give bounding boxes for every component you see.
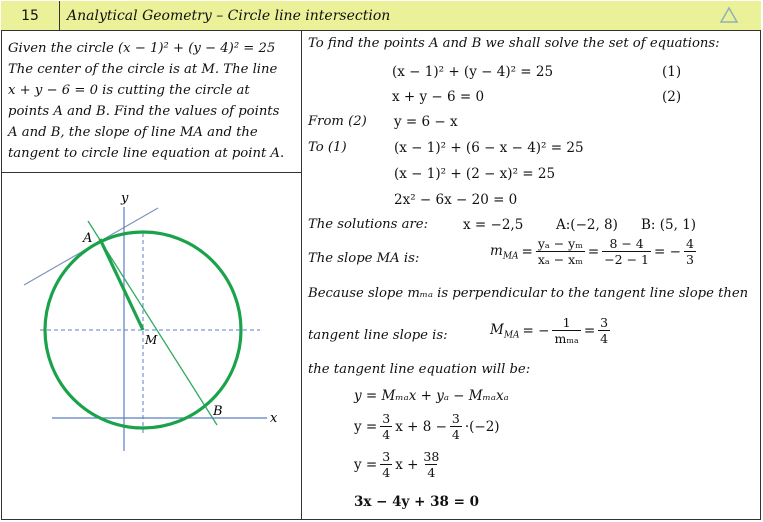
point-a-label: A bbox=[83, 231, 93, 246]
from-2-equation: y = 6 − x bbox=[394, 114, 458, 130]
problem-statement bbox=[8, 38, 298, 164]
radius-ma bbox=[100, 239, 143, 330]
slope-fraction-1: $\frac{\text{yₐ − yₘ}}{\text{xₐ − xₘ}}$ bbox=[537, 236, 583, 267]
to-1-label: To (1) bbox=[308, 140, 347, 155]
y-axis-label: y bbox=[121, 191, 129, 206]
column-divider bbox=[301, 31, 302, 520]
quadratic-equation: 2x² − 6x − 20 = 0 bbox=[394, 192, 518, 208]
problem-line: x + y − 6 = 0 is cutting the circle at bbox=[8, 83, 250, 98]
circle-figure bbox=[2, 173, 300, 519]
point-b-label: B bbox=[213, 404, 223, 419]
equation-1-tag: (1) bbox=[662, 64, 682, 80]
final-equation: 3x − 4y + 38 = 0 bbox=[354, 494, 479, 510]
solutions-x: x = −2,5 bbox=[463, 217, 524, 233]
problem-line: tangent to circle line equation at point A. bbox=[8, 146, 285, 161]
tangent-line-simplified: y = $\frac{3}{4}$ x + $\frac{38}{4}$ bbox=[354, 449, 440, 480]
point-m-label: M bbox=[145, 333, 158, 347]
slope-equation: $m_{MA}$ = $\frac{\text{yₐ − yₘ}}{\text{xₐ − xₘ}}$ = $\frac{8 - 4}{-2 - 1}$ = − $\frac{4}{3}$ bbox=[490, 236, 694, 267]
solution-intro: To find the points A and B we shall solve the set of equations: bbox=[308, 36, 720, 51]
tangent-lhs: M bbox=[490, 321, 504, 338]
slope-lhs: m bbox=[490, 242, 503, 259]
tangent-line-substituted: y = $\frac{3}{4}$ x + 8 − $\frac{3}{4}$ ·(−2) bbox=[354, 411, 500, 442]
tangent-equation-label: the tangent line equation will be: bbox=[308, 362, 531, 377]
problem-line: points A and B. Find the values of points bbox=[8, 104, 280, 119]
equation-2: x + y − 6 = 0 bbox=[392, 89, 485, 105]
tangent-slope-equation: $M_{MA}$ = − $\frac{1}{\text{mₘₐ}}$ = $\frac{3}{4}$ bbox=[490, 315, 609, 346]
problem-number: 15 bbox=[1, 1, 60, 30]
solution-b: B: (5, 1) bbox=[641, 217, 697, 233]
tangent-slope-label: tangent line slope is: bbox=[308, 328, 448, 343]
slope-label: The slope MA is: bbox=[308, 251, 420, 266]
slope-fraction-2: $\frac{8 - 4}{-2 - 1}$ bbox=[604, 236, 650, 267]
problem-line: The center of the circle is at M. The line bbox=[8, 62, 278, 77]
tangent-line-general: y = Mₘₐx + yₐ − Mₘₐxₐ bbox=[354, 388, 509, 404]
from-2-label: From (2) bbox=[308, 114, 367, 129]
tangent-lhs-sub: MA bbox=[503, 330, 520, 341]
slope-lhs-sub: MA bbox=[502, 251, 519, 262]
tangent-result: $\frac{3}{4}$ bbox=[600, 315, 609, 346]
to-1-equation-1: (x − 1)² + (6 − x − 4)² = 25 bbox=[394, 140, 584, 156]
tangent-fraction: $\frac{1}{\text{mₘₐ}}$ bbox=[554, 315, 579, 346]
triangle-up-outline-icon[interactable] bbox=[719, 6, 739, 24]
solution-a: A:(−2, 8) bbox=[556, 217, 618, 233]
problem-line: Given the circle (x − 1)² + (y − 4)² = 25 bbox=[8, 41, 276, 56]
problem-title: Analytical Geometry – Circle line intersection bbox=[67, 7, 391, 24]
equation-1: (x − 1)² + (y − 4)² = 25 bbox=[392, 64, 554, 80]
solutions-label: The solutions are: bbox=[308, 217, 429, 232]
to-1-equation-2: (x − 1)² + (2 − x)² = 25 bbox=[394, 166, 556, 182]
header-bar bbox=[1, 1, 761, 31]
x-axis-label: x bbox=[270, 411, 278, 426]
slope-result: $\frac{4}{3}$ bbox=[685, 236, 694, 267]
perpendicular-text: Because slope mₘₐ is perpendicular to the tangent line slope then bbox=[308, 286, 749, 301]
problem-line: A and B, the slope of line MA and the bbox=[8, 125, 258, 140]
equation-2-tag: (2) bbox=[662, 89, 682, 105]
